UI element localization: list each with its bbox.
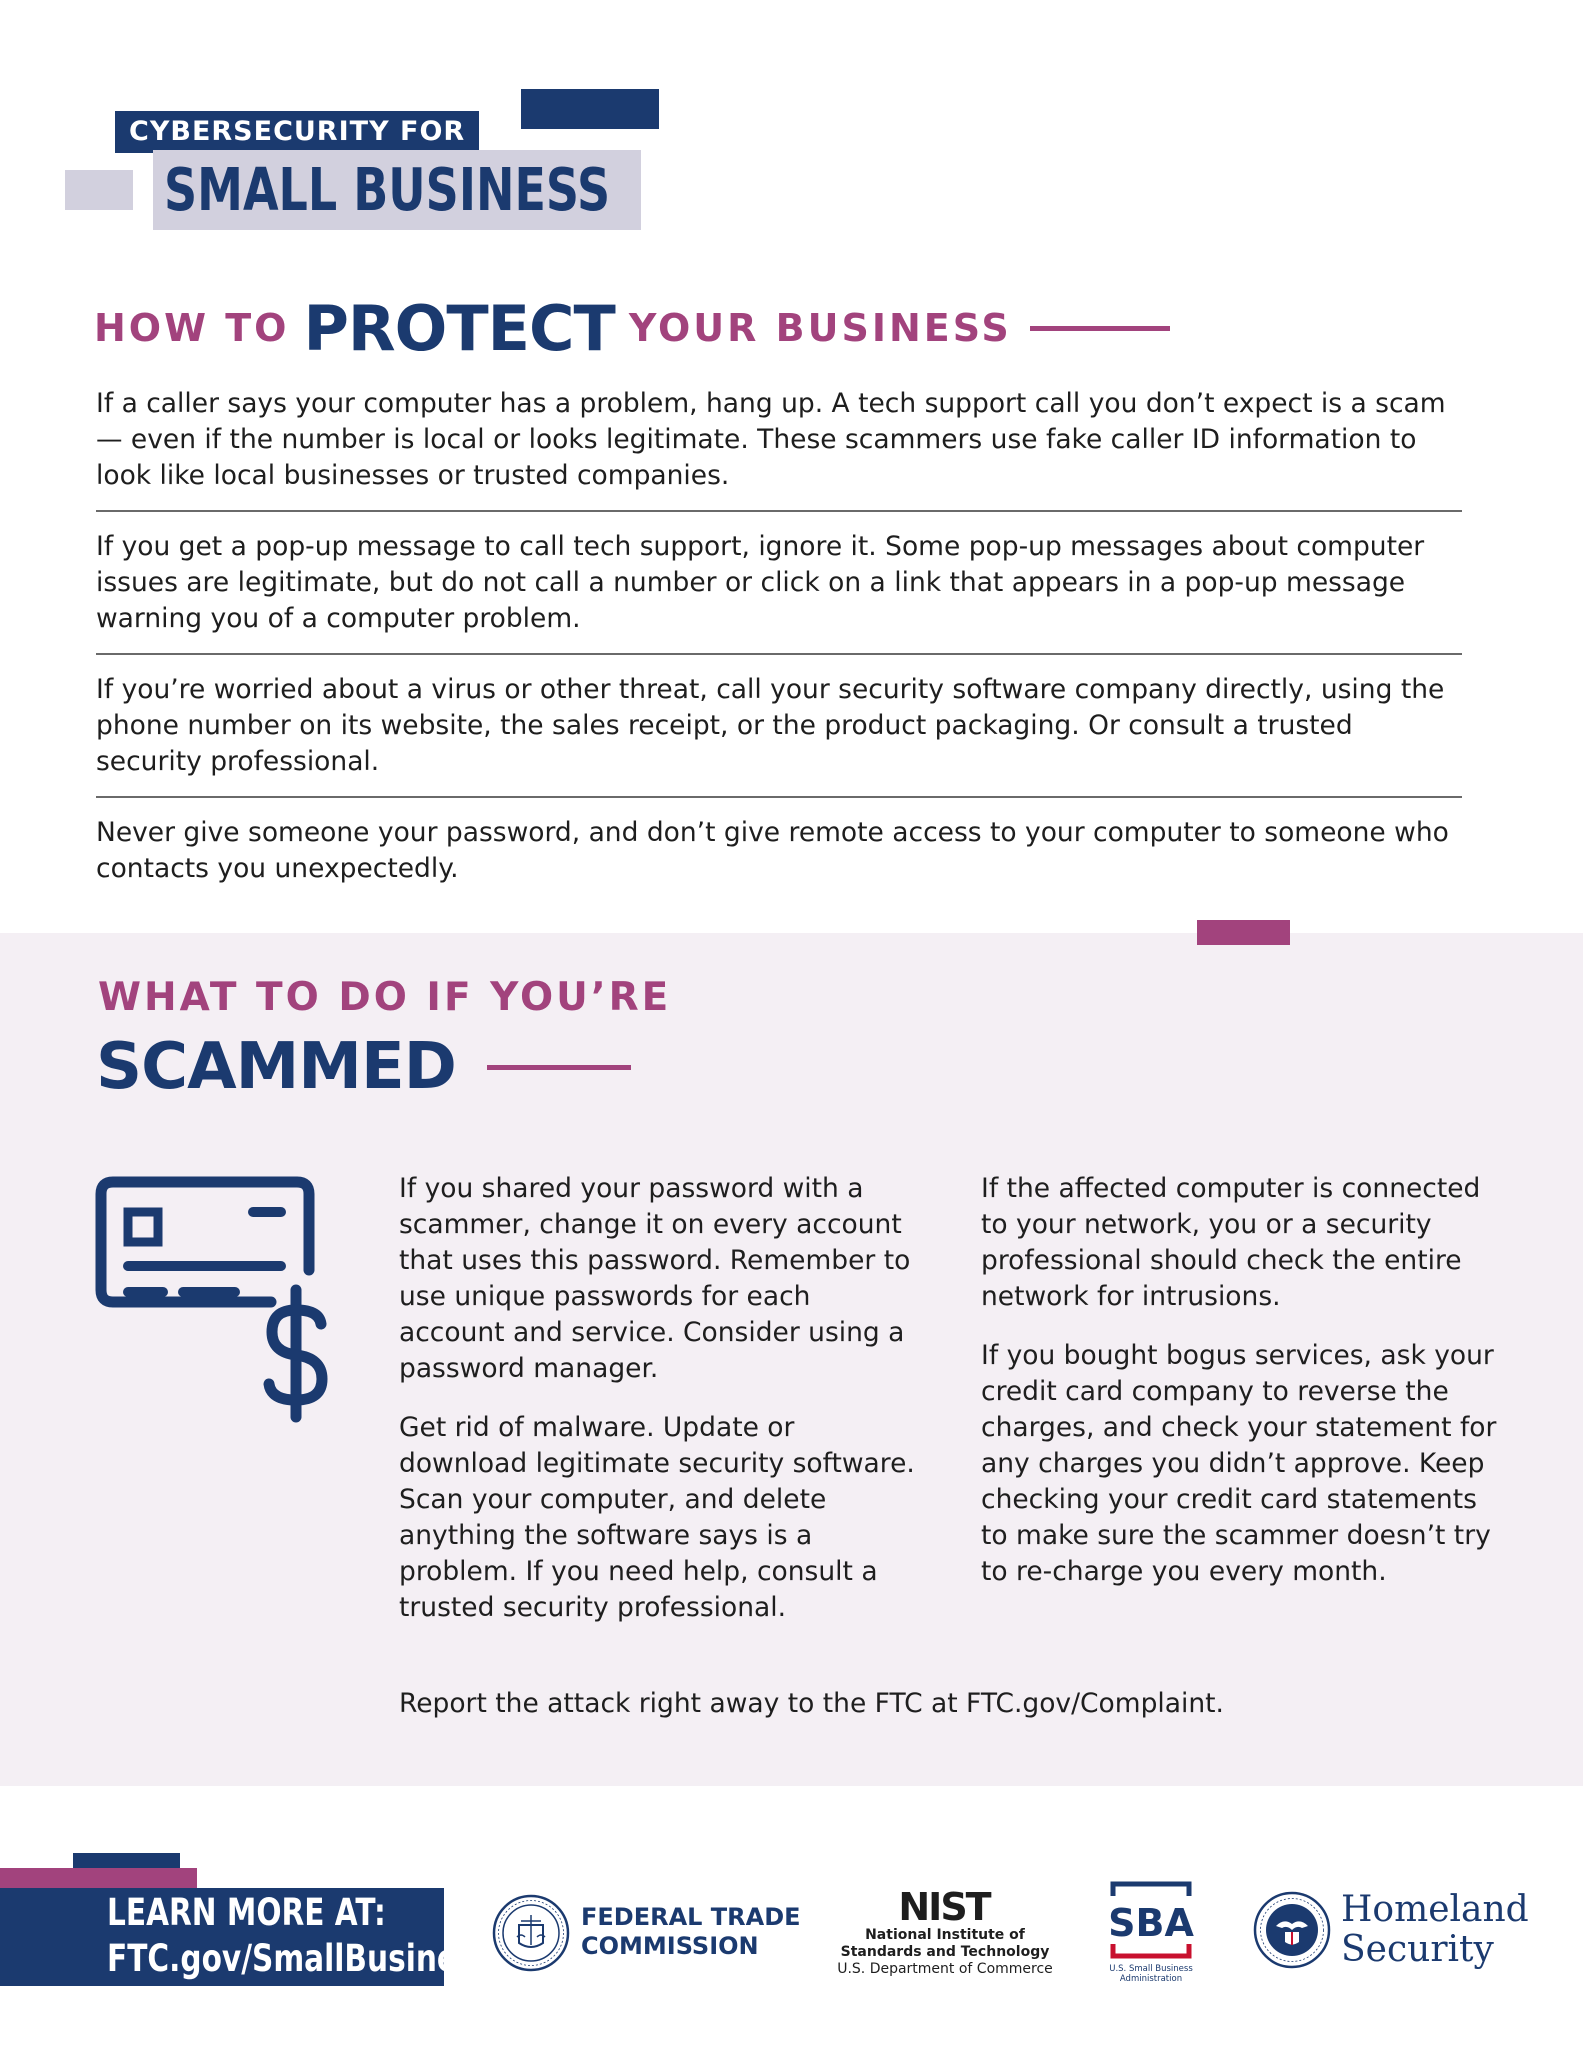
- nist-line-3: U.S. Department of Commerce: [837, 1961, 1053, 1977]
- nist-subtitle: [830, 1927, 1060, 1978]
- dhs-seal-icon: [1252, 1890, 1332, 1970]
- protect-tips-list: [96, 386, 1462, 887]
- protect-tip: If you get a pop-up message to call tech support, ignore it. Some pop-up messages about computer issues are legitimate, but do not call a number or click on a link that appears in a pop-up message warning you of a computer problem.: [96, 531, 1425, 634]
- report-line: Report the attack right away to the FTC at FTC.gov/Complaint.: [399, 1688, 1224, 1719]
- dhs-line-2: Security: [1341, 1929, 1494, 1970]
- scammed-paragraph: If the affected computer is connected to your network, you or a security professional should check the entire network for intrusions.: [981, 1173, 1481, 1312]
- protect-tip: Never give someone your password, and don’t give remote access to your computer to someone who contacts you unexpectedly.: [96, 817, 1449, 884]
- ftc-line-2: COMMISSION: [581, 1932, 759, 1960]
- dhs-logo-text: [1341, 1890, 1529, 1970]
- learn-more-url[interactable]: FTC.gov/SmallBusiness: [107, 1937, 493, 1980]
- dhs-line-1: Homeland: [1341, 1889, 1529, 1930]
- footer-accent-magenta: [0, 1868, 197, 1888]
- protect-heading-pre: HOW TO: [94, 306, 290, 350]
- scammed-right-column: [981, 1171, 1501, 1613]
- header-grey-block: [65, 170, 133, 210]
- nist-line-2: Standards and Technology: [840, 1944, 1050, 1960]
- protect-heading-rule: [1030, 326, 1170, 331]
- ftc-seal-icon: [491, 1893, 571, 1973]
- protect-heading: [94, 288, 1170, 368]
- sba-mark-text: SBA: [1108, 1901, 1194, 1945]
- nist-line-1: National Institute of: [865, 1927, 1025, 1943]
- divider: [96, 510, 1462, 512]
- protect-tip: If a caller says your computer has a problem, hang up. A tech support call you don’t expect is a scam — even if the number is local or looks legitimate. These scammers use fake caller ID information to look like local businesses or trusted companies.: [96, 388, 1446, 491]
- scammed-title: SCAMMED: [96, 1030, 456, 1104]
- scammed-paragraph: If you shared your password with a scammer, change it on every account that uses this password. Remember to use unique passwords for each account and service. Consider using a password manager.: [399, 1173, 911, 1384]
- sba-logo: [1103, 1880, 1199, 1962]
- scammed-kicker: WHAT TO DO IF YOU’RE: [98, 975, 672, 1020]
- protect-tip: If you’re worried about a virus or other threat, call your security software company directly, using the phone number on its website, the sales receipt, or the product packaging. Or consult a trusted security professional.: [96, 674, 1445, 777]
- nist-mark-text: NIST: [898, 1886, 990, 1926]
- nist-logo: [886, 1886, 1002, 1926]
- divider: [96, 796, 1462, 798]
- scammed-title-rule: [487, 1065, 631, 1070]
- ftc-line-1: FEDERAL TRADE: [581, 1903, 801, 1931]
- protect-heading-post: YOUR BUSINESS: [628, 306, 1012, 350]
- scammed-paragraph: Get rid of malware. Update or download legitimate security software. Scan your computer, and delete anything the software says is a problem. If you need help, consult a trusted security professional.: [399, 1412, 915, 1623]
- scammed-accent-bar: [1197, 920, 1290, 945]
- header-accent-bar: [521, 89, 659, 129]
- divider: [96, 653, 1462, 655]
- scammed-paragraph: If you bought bogus services, ask your credit card company to reverse the charges, and check your statement for any charges you didn’t approve. Keep checking your credit card statements to make sure the scammer doesn’t try to re-charge you every month.: [981, 1340, 1497, 1587]
- header-tagline: CYBERSECURITY FOR: [115, 111, 479, 153]
- protect-heading-main: PROTECT: [303, 291, 615, 365]
- learn-more-label: LEARN MORE AT:: [107, 1891, 386, 1934]
- header-title: SMALL BUSINESS: [164, 155, 611, 224]
- credit-card-dollar-icon: [93, 1172, 333, 1432]
- scammed-left-column: [399, 1171, 919, 1649]
- ftc-logo-text: [581, 1903, 801, 1961]
- sba-subtitle: U.S. Small Business Administration: [1109, 1964, 1193, 1984]
- learn-more-text: [107, 1890, 492, 1982]
